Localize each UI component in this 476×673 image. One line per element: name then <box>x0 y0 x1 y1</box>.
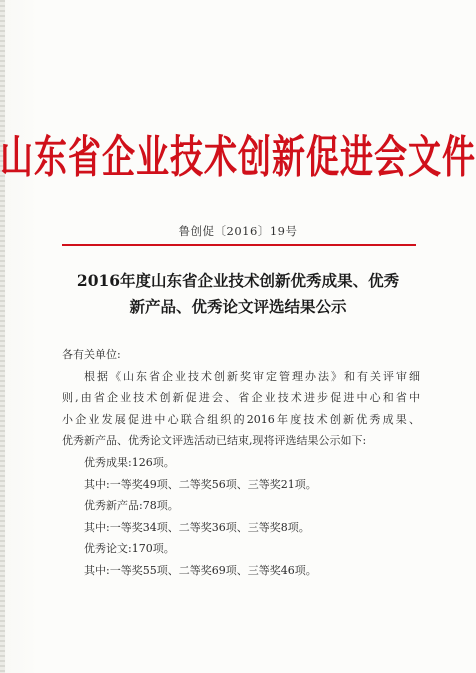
papers-breakdown: 其中:一等奖55项、二等奖69项、三等奖46项。 <box>84 563 317 577</box>
paragraph-line-2: 则,由省企业技术创新促进会、省企业技术进步促进中心和省中 <box>62 391 420 405</box>
products-total: 优秀新产品:78项。 <box>84 499 179 513</box>
papers-total: 优秀论文:170项。 <box>84 542 175 556</box>
achievements-total: 优秀成果:126项。 <box>84 455 175 469</box>
paragraph-line-1: 根据《山东省企业技术创新奖审定管理办法》和有关评审细 <box>84 369 420 383</box>
notice-title-line-2: 新产品、优秀论文评选结果公示 <box>129 297 347 316</box>
achievements-breakdown: 其中:一等奖49项、二等奖56项、三等奖21项。 <box>84 477 317 491</box>
paragraph-line-4: 优秀新产品、优秀论文评选活动已结束,现将评选结果公示如下: <box>62 434 367 448</box>
notice-body <box>62 344 420 582</box>
paragraph-line-3: 小企业发展促进中心联合组织的2016年度技术创新优秀成果、 <box>62 412 420 426</box>
document-number: 鲁创促〔2016〕19号 <box>178 224 298 238</box>
notice-title-line-1: 2016年度山东省企业技术创新优秀成果、优秀 <box>76 271 400 290</box>
binding-edge <box>0 0 5 673</box>
red-divider-rule <box>62 244 416 246</box>
notice-title <box>0 268 476 320</box>
salutation: 各有关单位: <box>62 348 121 361</box>
products-breakdown: 其中:一等奖34项、二等奖36项、三等奖8项。 <box>84 520 310 534</box>
issuer-header-title: 山东省企业技术创新促进会文件 <box>0 130 476 183</box>
